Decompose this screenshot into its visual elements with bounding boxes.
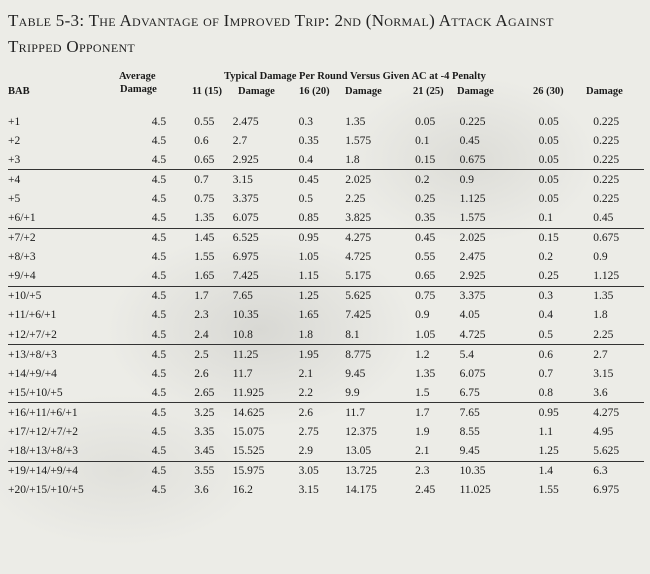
table-cell: 0.65	[188, 150, 233, 170]
table-cell: 9.45	[460, 442, 539, 462]
table-row	[8, 248, 644, 267]
table-cell: +13/+8/+3	[8, 348, 57, 361]
table-cell: 1.05	[415, 325, 460, 345]
table-cell: 11.25	[232, 348, 259, 361]
table-cell: +7/+2	[8, 232, 36, 245]
table-cell: 3.6	[593, 383, 644, 403]
table-cell: 6.075	[459, 367, 486, 380]
table-title	[8, 8, 638, 60]
table-cell: 10.35	[459, 465, 486, 478]
table-cell: 4.5	[151, 348, 167, 361]
table-cell: 1.7	[415, 406, 430, 419]
table-cell: 3.375	[459, 290, 486, 303]
table-cell: +16/+11/+6/+1	[8, 406, 78, 419]
table-cell: 0.95	[538, 406, 559, 419]
table-cell: 0.4	[538, 309, 553, 322]
table-cell: 8.1	[345, 325, 415, 345]
table-cell: 0.05	[538, 134, 559, 147]
table-cell: +15/+10/+5	[8, 383, 130, 403]
table-row	[8, 461, 644, 481]
table-cell: 1.25	[298, 290, 319, 303]
table-cell: 3.45	[188, 442, 233, 462]
table-cell: 0.05	[538, 115, 559, 128]
table-cell: +19/+14/+9/+4	[8, 465, 79, 478]
table-cell: 0.225	[593, 134, 620, 147]
table-cell: 0.45	[298, 173, 319, 186]
table-cell: 1.125	[593, 267, 644, 287]
table-cell: 7.425	[233, 267, 299, 287]
table-cell: 2.45	[415, 484, 436, 497]
table-cell: 2.6	[298, 406, 313, 419]
table-cell: 2.6	[194, 367, 209, 380]
table-cell: 10.8	[233, 325, 299, 345]
table-cell: +5	[8, 192, 21, 205]
table-cell: 1.2	[415, 348, 430, 361]
table-cell: 4.275	[593, 406, 620, 419]
table-cell: 10.35	[232, 309, 259, 322]
table-body	[8, 112, 644, 500]
table-cell: 0.45	[415, 232, 436, 245]
table-cell: 8.55	[459, 426, 480, 439]
table-cell: 0.2	[415, 173, 430, 186]
table-cell: 4.5	[151, 367, 167, 380]
table-row	[8, 170, 644, 190]
table-cell: +4	[8, 173, 21, 186]
table-cell: 1.65	[188, 267, 233, 287]
table-cell: 0.9	[459, 173, 474, 186]
table-cell: 0.1	[539, 208, 594, 228]
table-cell: 12.375	[345, 426, 377, 439]
table-cell: 4.5	[151, 426, 167, 439]
table-cell: 0.8	[539, 383, 594, 403]
table-cell: 9.9	[345, 383, 415, 403]
table-cell: 0.7	[194, 173, 209, 186]
table-cell: +2	[8, 134, 21, 147]
header-ac-11: 11 (15)	[192, 86, 223, 97]
table-cell: 14.625	[232, 406, 265, 419]
table-cell: 2.025	[459, 232, 486, 245]
table-cell: 2.475	[459, 251, 486, 264]
table-cell: 0.75	[415, 290, 436, 303]
header-bab: BAB	[8, 86, 30, 97]
table-cell: 0.75	[194, 192, 215, 205]
table-cell: 1.9	[415, 426, 430, 439]
table-cell: 4.5	[151, 406, 167, 419]
table-cell: 11.925	[233, 383, 299, 403]
table-cell: 2.9	[299, 442, 346, 462]
header-damage-16: Damage	[345, 86, 382, 97]
table-cell: 13.05	[345, 442, 415, 462]
table-cell: +12/+7/+2	[8, 325, 130, 345]
table-cell: 6.75	[460, 383, 539, 403]
table-cell: 4.5	[151, 192, 167, 205]
table-cell: 3.15	[232, 173, 253, 186]
table-cell: 2.2	[299, 383, 346, 403]
table-cell: 0.95	[298, 232, 319, 245]
table-cell: 13.725	[345, 465, 377, 478]
header-average: Average	[119, 71, 156, 82]
table-cell: 0.9	[593, 251, 608, 264]
table-cell: 6.975	[232, 251, 259, 264]
header-typical-damage: Typical Damage Per Round Versus Given AC at -4 Penalty	[224, 71, 486, 82]
table-cell: 0.225	[459, 115, 486, 128]
table-cell: +10/+5	[8, 290, 42, 303]
table-cell: 4.5	[151, 251, 167, 264]
table-cell: 4.5	[130, 150, 189, 170]
header-ac-26: 26 (30)	[533, 86, 564, 97]
table-row	[8, 481, 644, 500]
table-cell: 1.15	[299, 267, 346, 287]
table-cell: 5.625	[345, 290, 372, 303]
table-cell: 8.775	[345, 348, 372, 361]
table-cell: 0.05	[538, 192, 559, 205]
table-cell: +8/+3	[8, 251, 36, 264]
table-cell: 1.25	[539, 442, 594, 462]
table-cell: 0.5	[298, 192, 313, 205]
table-cell: 0.225	[593, 173, 620, 186]
table-cell: 7.65	[232, 290, 253, 303]
table-cell: 1.7	[194, 290, 209, 303]
table-cell: 1.1	[538, 426, 553, 439]
header-ac-16: 16 (20)	[299, 86, 330, 97]
table-cell: 2.25	[593, 325, 644, 345]
table-cell: 4.05	[459, 309, 480, 322]
table-row	[8, 286, 644, 306]
table-cell: 4.95	[593, 426, 614, 439]
table-cell: 0.225	[593, 150, 644, 170]
table-cell: 4.5	[151, 465, 167, 478]
table-cell: 4.5	[130, 442, 189, 462]
table-cell: 4.5	[151, 290, 167, 303]
table-cell: 1.8	[299, 325, 346, 345]
table-cell: +6/+1	[8, 208, 130, 228]
table-cell: 0.85	[299, 208, 346, 228]
table-cell: 0.55	[415, 251, 436, 264]
table-cell: 7.65	[459, 406, 480, 419]
table-cell: 6.3	[593, 465, 608, 478]
table-row	[8, 383, 644, 403]
header-ac-21: 21 (25)	[413, 86, 444, 97]
table-title-line-2: Tripped Opponent	[8, 37, 136, 56]
table-cell: 1.35	[415, 367, 436, 380]
table-cell: 4.5	[151, 115, 167, 128]
table-cell: 3.375	[232, 192, 259, 205]
table-cell: 2.1	[298, 367, 313, 380]
table-cell: 1.35	[593, 290, 614, 303]
table-cell: 1.35	[188, 208, 233, 228]
header-damage-11: Damage	[238, 86, 275, 97]
table-cell: 4.5	[151, 134, 167, 147]
table-cell: +1	[8, 115, 21, 128]
table-title-line-1: Table 5-3: The Advantage of Improved Trip: 2nd (Normal) Attack Against	[8, 11, 554, 30]
table-cell: 2.75	[298, 426, 319, 439]
table-cell: 0.55	[194, 115, 215, 128]
table-cell: 1.8	[345, 150, 415, 170]
table-cell: 2.925	[460, 267, 539, 287]
table-cell: +14/+9/+4	[8, 367, 57, 380]
table-cell: 6.975	[593, 484, 620, 497]
table-cell: 1.55	[194, 251, 215, 264]
table-row	[8, 442, 644, 462]
table-cell: 4.5	[130, 208, 189, 228]
table-cell: 1.35	[345, 115, 366, 128]
table-cell: 0.05	[538, 173, 559, 186]
table-cell: +17/+12/+7/+2	[8, 426, 79, 439]
table-cell: 0.35	[298, 134, 319, 147]
table-cell: 3.25	[194, 406, 215, 419]
table-cell: 4.5	[151, 309, 167, 322]
table-cell: 3.15	[593, 367, 614, 380]
table-row	[8, 423, 644, 442]
table-cell: 0.3	[298, 115, 313, 128]
table-cell: 2.5	[194, 348, 209, 361]
table-cell: 4.725	[460, 325, 539, 345]
table-cell: 0.15	[415, 150, 460, 170]
table-cell: 1.5	[415, 383, 460, 403]
table-cell: 3.55	[194, 465, 215, 478]
table-cell: 1.4	[538, 465, 553, 478]
table-cell: 7.425	[345, 309, 372, 322]
table-cell: 0.3	[538, 290, 553, 303]
table-cell: 4.5	[151, 232, 167, 245]
table-cell: 2.1	[415, 442, 460, 462]
table-cell: 0.25	[539, 267, 594, 287]
table-cell: 1.05	[298, 251, 319, 264]
table-row	[8, 112, 644, 131]
table-cell: 2.025	[345, 173, 372, 186]
table-cell: 0.225	[593, 115, 620, 128]
table-cell: 15.075	[232, 426, 265, 439]
table-cell: 9.45	[345, 367, 366, 380]
table-row	[8, 228, 644, 248]
table-cell: 0.675	[460, 150, 539, 170]
table-cell: 4.5	[151, 484, 167, 497]
header-average-damage: Damage	[120, 84, 157, 95]
table-cell: 4.5	[151, 173, 167, 186]
table-row	[8, 345, 644, 365]
table-cell: 0.05	[415, 115, 436, 128]
table-row	[8, 131, 644, 150]
table-cell: +11/+6/+1	[8, 309, 57, 322]
table-row	[8, 150, 644, 170]
table-cell: +3	[8, 150, 130, 170]
table-cell: 4.5	[130, 325, 189, 345]
header-damage-21: Damage	[457, 86, 494, 97]
table-cell: 2.4	[188, 325, 233, 345]
table-cell: 0.4	[299, 150, 346, 170]
table-cell: 1.8	[593, 309, 608, 322]
table-cell: 5.175	[345, 267, 415, 287]
table-row	[8, 189, 644, 208]
table-cell: 3.35	[194, 426, 215, 439]
table-cell: 0.35	[415, 208, 460, 228]
table-cell: 1.95	[298, 348, 319, 361]
table-cell: 11.7	[345, 406, 365, 419]
table-cell: 1.65	[298, 309, 319, 322]
table-cell: 3.05	[298, 465, 319, 478]
trip-damage-table	[8, 112, 644, 500]
table-row	[8, 403, 644, 423]
table-cell: 0.45	[459, 134, 480, 147]
table-cell: 4.5	[130, 267, 189, 287]
table-cell: 2.3	[415, 465, 430, 478]
table-cell: 15.525	[233, 442, 299, 462]
table-cell: 2.925	[233, 150, 299, 170]
table-cell: 2.3	[194, 309, 209, 322]
table-cell: 0.675	[593, 232, 620, 245]
table-cell: 11.025	[459, 484, 491, 497]
table-cell: 2.7	[593, 348, 608, 361]
table-cell: +9/+4	[8, 267, 130, 287]
table-cell: 0.15	[538, 232, 559, 245]
table-cell: 0.05	[539, 150, 594, 170]
table-cell: 3.6	[194, 484, 209, 497]
table-row	[8, 364, 644, 383]
table-cell: 2.65	[188, 383, 233, 403]
table-cell: 0.7	[538, 367, 553, 380]
table-cell: 0.1	[415, 134, 430, 147]
table-cell: 5.625	[593, 442, 644, 462]
table-cell: 6.075	[233, 208, 299, 228]
table-cell: 6.525	[232, 232, 259, 245]
table-row	[8, 208, 644, 228]
table-cell: 2.7	[232, 134, 248, 147]
table-row	[8, 325, 644, 345]
table-cell: 3.15	[298, 484, 319, 497]
table-cell: 4.725	[345, 251, 372, 264]
table-cell: 15.975	[232, 465, 265, 478]
table-cell: 5.4	[459, 348, 474, 361]
table-cell: 1.575	[460, 208, 539, 228]
table-cell: +20/+15/+10/+5	[8, 484, 84, 497]
table-cell: 0.5	[539, 325, 594, 345]
table-cell: 0.25	[415, 192, 436, 205]
table-row	[8, 306, 644, 325]
table-cell: 3.825	[345, 208, 415, 228]
table-row	[8, 267, 644, 287]
table-cell: 11.7	[232, 367, 253, 380]
header-damage-26: Damage	[586, 86, 623, 97]
table-cell: 0.9	[415, 309, 430, 322]
table-cell: 14.175	[345, 484, 377, 497]
table-cell: 0.45	[593, 208, 644, 228]
table-cell: 2.475	[232, 115, 259, 128]
table-cell: 1.45	[194, 232, 215, 245]
table-cell: 16.2	[232, 484, 253, 497]
table-cell: 1.125	[459, 192, 486, 205]
table-cell: +18/+13/+8/+3	[8, 442, 130, 462]
table-cell: 0.2	[538, 251, 553, 264]
table-cell: 0.65	[415, 267, 460, 287]
table-cell: 0.6	[538, 348, 553, 361]
table-cell: 0.225	[593, 192, 620, 205]
table-cell: 1.55	[538, 484, 559, 497]
table-cell: 2.25	[345, 192, 366, 205]
table-cell: 1.575	[345, 134, 372, 147]
table-cell: 4.275	[345, 232, 372, 245]
table-cell: 0.6	[194, 134, 209, 147]
table-cell: 4.5	[130, 383, 189, 403]
